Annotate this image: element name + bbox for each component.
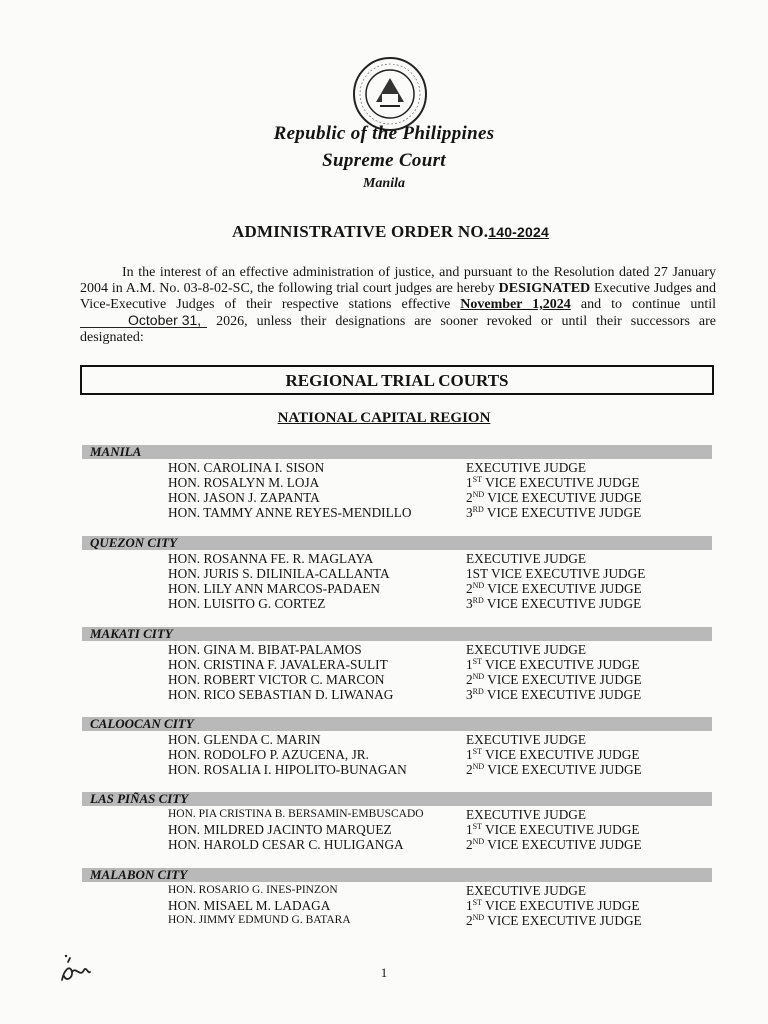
judge-row [0, 822, 768, 837]
judge-position [466, 581, 642, 596]
judge-position [466, 807, 586, 822]
judge-row [0, 762, 768, 777]
position-title: EXECUTIVE JUDGE [466, 642, 587, 657]
effective-date: November 1,2024 [460, 297, 571, 312]
judge-name: HON. JURIS S. DILINILA-CALLANTA [168, 566, 390, 581]
judge-row [0, 672, 768, 687]
position-title: EXECUTIVE JUDGE [466, 732, 587, 747]
position-ordinal: 3 [466, 505, 473, 520]
judge-name: HON. RODOLFO P. AZUCENA, JR. [168, 747, 369, 762]
position-ordinal: 2 [466, 762, 473, 777]
judge-name: HON. RICO SEBASTIAN D. LIWANAG [168, 687, 394, 702]
position-ordinal-suffix: ND [472, 913, 485, 922]
judge-name: HON. ROSANNA FE. R. MAGLAYA [168, 551, 374, 566]
city-heading: Manila [362, 176, 405, 191]
position-ordinal: 2 [466, 672, 473, 687]
judge-row [0, 596, 768, 611]
judge-position [466, 762, 642, 777]
judge-row [0, 883, 768, 898]
judge-name: HON. CAROLINA I. SISON [168, 460, 325, 475]
judge-name: HON. JASON J. ZAPANTA [168, 490, 320, 505]
position-ordinal-suffix: RD [472, 505, 484, 514]
position-ordinal-suffix: ST [472, 747, 482, 756]
judge-position [466, 898, 639, 913]
judge-position [466, 837, 642, 852]
position-title: VICE EXECUTIVE JUDGE [484, 913, 642, 928]
judge-name: HON. GINA M. BIBAT-PALAMOS [168, 642, 362, 657]
intro-paragraph [80, 265, 716, 346]
position-ordinal-suffix: ST [472, 822, 482, 831]
position-ordinal: 1 [466, 747, 473, 762]
judge-row [0, 898, 768, 913]
judge-position [466, 883, 586, 898]
order-number: 140-2024 [488, 224, 549, 240]
judge-row [0, 913, 768, 928]
judge-row [0, 642, 768, 657]
position-title: VICE EXECUTIVE JUDGE [483, 687, 642, 702]
judge-name: HON. GLENDA C. MARIN [168, 732, 321, 747]
judge-name: HON. LUISITO G. CORTEZ [168, 596, 326, 611]
section-title: REGIONAL TRIAL COURTS [285, 371, 509, 390]
judge-name: HON. LILY ANN MARCOS-PADAEN [168, 581, 380, 596]
station-header: MAKATI CITY [82, 627, 712, 641]
position-ordinal-suffix: ND [472, 672, 485, 681]
supreme-court-seal-icon [352, 56, 428, 132]
position-ordinal-suffix: ND [472, 490, 485, 499]
page-number: 1 [380, 965, 388, 980]
judge-row [0, 687, 768, 702]
judge-row [0, 551, 768, 566]
intro-text-4: 2026, unless their designations are sooner revoked or until their successors are designated: [80, 314, 716, 345]
position-ordinal: 2 [466, 913, 473, 928]
position-title: VICE EXECUTIVE JUDGE [482, 747, 640, 762]
intro-text-2: Executive Judges and Vice-Executive Judges of their respective stations effective [80, 281, 717, 312]
judge-position [466, 732, 586, 747]
judge-name: HON. HAROLD CESAR C. HULIGANGA [168, 837, 404, 852]
position-ordinal-suffix: ND [472, 837, 485, 846]
position-title: VICE EXECUTIVE JUDGE [482, 822, 640, 837]
position-title: VICE EXECUTIVE JUDGE [482, 898, 640, 913]
position-ordinal: 2 [466, 837, 473, 852]
country-heading: Republic of the Philippines [273, 123, 495, 144]
judge-row [0, 807, 768, 822]
judge-position [466, 475, 639, 490]
position-title: VICE EXECUTIVE JUDGE [484, 672, 642, 687]
judge-position [466, 566, 645, 581]
until-date-fill: October 31, [80, 313, 207, 328]
judge-name: HON. TAMMY ANNE REYES-MENDILLO [168, 505, 412, 520]
position-title: VICE EXECUTIVE JUDGE [484, 490, 642, 505]
position-title: 1ST VICE EXECUTIVE JUDGE [466, 566, 646, 581]
judge-name: HON. MILDRED JACINTO MARQUEZ [168, 822, 392, 837]
judge-name: HON. PIA CRISTINA B. BERSAMIN-EMBUSCADO [168, 808, 424, 820]
judge-name: HON. ROBERT VICTOR C. MARCON [168, 672, 385, 687]
judge-position [466, 747, 639, 762]
position-ordinal: 1 [466, 657, 473, 672]
judge-row [0, 747, 768, 762]
judge-name: HON. ROSALYN M. LOJA [168, 475, 320, 490]
position-title: VICE EXECUTIVE JUDGE [483, 596, 642, 611]
judge-row [0, 490, 768, 505]
position-title: VICE EXECUTIVE JUDGE [484, 581, 642, 596]
position-title: EXECUTIVE JUDGE [466, 807, 587, 822]
judge-position [466, 672, 642, 687]
position-ordinal-suffix: RD [472, 687, 484, 696]
position-title: VICE EXECUTIVE JUDGE [482, 657, 640, 672]
handwritten-initials-icon [58, 952, 94, 988]
order-title-label: ADMINISTRATIVE ORDER NO. [232, 222, 489, 241]
judge-name: HON. CRISTINA F. JAVALERA-SULIT [168, 657, 388, 672]
position-title: VICE EXECUTIVE JUDGE [484, 837, 642, 852]
judge-name: HON. JIMMY EDMUND G. BATARA [168, 914, 351, 926]
designated-keyword: DESIGNATED [498, 281, 591, 296]
position-ordinal-suffix: ST [472, 475, 482, 484]
position-ordinal: 2 [466, 581, 473, 596]
section-title-box [80, 365, 714, 395]
position-ordinal: 2 [466, 490, 473, 505]
judge-row [0, 460, 768, 475]
station-header: CALOOCAN CITY [82, 717, 712, 731]
judge-position [466, 913, 642, 928]
region-heading: NATIONAL CAPITAL REGION [277, 410, 491, 426]
position-ordinal: 1 [466, 475, 473, 490]
court-heading: Supreme Court [322, 150, 446, 171]
judge-row [0, 581, 768, 596]
position-ordinal: 3 [466, 687, 473, 702]
station-header: QUEZON CITY [82, 536, 712, 550]
judge-row [0, 505, 768, 520]
judge-name: HON. MISAEL M. LADAGA [168, 898, 331, 913]
judge-position [466, 460, 586, 475]
judge-position [466, 657, 639, 672]
judge-position [466, 642, 586, 657]
judge-position [466, 822, 639, 837]
position-title: EXECUTIVE JUDGE [466, 460, 587, 475]
position-ordinal: 1 [466, 822, 473, 837]
judge-name: HON. ROSARIO G. INES-PINZON [168, 884, 338, 896]
position-title: EXECUTIVE JUDGE [466, 551, 587, 566]
position-ordinal-suffix: RD [472, 596, 484, 605]
judge-name: HON. ROSALIA I. HIPOLITO-BUNAGAN [168, 762, 407, 777]
position-title: EXECUTIVE JUDGE [466, 883, 587, 898]
judge-row [0, 566, 768, 581]
position-ordinal-suffix: ST [472, 898, 482, 907]
station-header: MANILA [82, 445, 712, 459]
judge-position [466, 551, 586, 566]
order-title [232, 222, 549, 242]
judge-row [0, 475, 768, 490]
station-header: LAS PIÑAS CITY [82, 792, 712, 806]
judge-position [466, 687, 641, 702]
judge-position [466, 596, 641, 611]
position-ordinal-suffix: ND [472, 581, 485, 590]
judge-position [466, 490, 642, 505]
position-title: VICE EXECUTIVE JUDGE [482, 475, 640, 490]
position-title: VICE EXECUTIVE JUDGE [483, 505, 642, 520]
position-ordinal-suffix: ND [472, 762, 485, 771]
judge-row [0, 657, 768, 672]
judge-row [0, 837, 768, 852]
judge-row [0, 732, 768, 747]
position-ordinal: 1 [466, 898, 473, 913]
intro-text-3: and to continue until [570, 297, 717, 312]
position-ordinal: 3 [466, 596, 473, 611]
position-title: VICE EXECUTIVE JUDGE [484, 762, 642, 777]
intro-text-1: In the interest of an effective administration of justice, and pursuant to the Resolution dated 27 January 2004 in A.M. No. 03-8-02-SC, the following trial court judges are hereby [80, 265, 716, 296]
position-ordinal-suffix: ST [472, 657, 482, 666]
station-header: MALABON CITY [82, 868, 712, 882]
judge-position [466, 505, 641, 520]
